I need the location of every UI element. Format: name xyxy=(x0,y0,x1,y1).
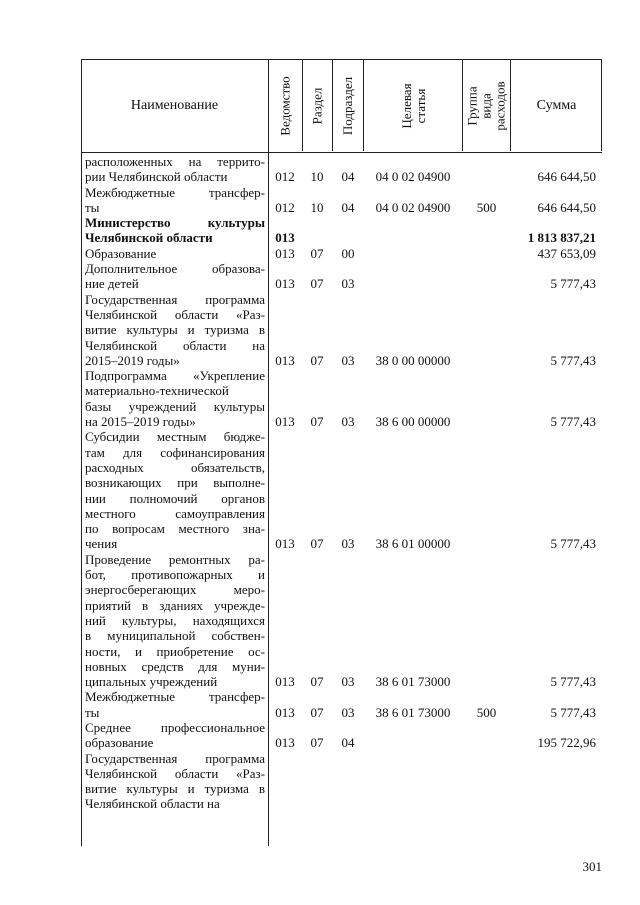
row-name-line: Министерство культуры xyxy=(85,215,265,231)
cell-ved: 013 xyxy=(275,352,295,368)
header-gruppa: Группа вида расходов xyxy=(465,81,508,131)
cell-cel: 38 6 01 73000 xyxy=(375,704,451,720)
grid-line xyxy=(462,59,463,151)
row-name-line: Проведение ремонтных ра- xyxy=(85,551,265,567)
cell-raz: 07 xyxy=(310,536,324,552)
cell-ved: 012 xyxy=(275,199,295,215)
cell-cel: 38 0 00 00000 xyxy=(375,352,451,368)
row-name-line: энергосберегающих меро- xyxy=(85,582,265,598)
row-name-line: местного самоуправления xyxy=(85,505,265,521)
cell-ved: 013 xyxy=(275,245,295,261)
cell-ved: 013 xyxy=(275,704,295,720)
cell-sum: 5 777,43 xyxy=(550,414,596,430)
table-row xyxy=(81,552,602,690)
row-name-line: Подпрограмма «Укрепление xyxy=(85,368,265,384)
row-name xyxy=(81,368,265,429)
cell-sum: 646 644,50 xyxy=(537,199,596,215)
row-name xyxy=(81,292,265,368)
cell-raz: 10 xyxy=(310,169,324,185)
cell-pod: 04 xyxy=(341,169,355,185)
grid-line xyxy=(601,59,602,151)
header-razdel: Раздел xyxy=(309,87,325,125)
row-name-line: ципальных учреждений xyxy=(85,674,218,690)
cell-pod: 03 xyxy=(341,276,355,292)
row-name-line: нии полномочий органов xyxy=(85,490,265,506)
row-name-line: расположенных на террито- xyxy=(85,154,265,169)
table-row xyxy=(81,751,602,812)
row-name-line: по вопросам местного зна- xyxy=(85,521,265,537)
cell-sum: 646 644,50 xyxy=(537,169,596,185)
row-name xyxy=(81,154,265,185)
cell-sum: 5 777,43 xyxy=(550,276,596,292)
row-name-line: на 2015–2019 годы» xyxy=(85,414,196,430)
cell-ved: 013 xyxy=(275,230,295,246)
row-name-line: материально-технической xyxy=(85,383,229,399)
row-name-line: ние детей xyxy=(85,276,139,292)
table-row xyxy=(81,292,602,368)
table-row xyxy=(81,720,602,751)
cell-raz: 07 xyxy=(310,352,324,368)
header-summa: Сумма xyxy=(536,98,577,113)
cell-ved: 013 xyxy=(275,735,295,751)
table-row xyxy=(81,246,602,261)
cell-raz: 07 xyxy=(310,276,324,292)
table-row xyxy=(81,689,602,720)
table-row xyxy=(81,185,602,216)
cell-raz: 07 xyxy=(310,414,324,430)
row-name xyxy=(81,689,265,720)
row-name-line: ний культуры, находящихся xyxy=(85,612,265,628)
row-name-line: Челябинской области на xyxy=(85,796,220,812)
row-name-line: Межбюджетные трансфер- xyxy=(85,689,265,705)
table-row xyxy=(81,261,602,292)
cell-cel: 38 6 01 00000 xyxy=(375,536,451,552)
row-name-line: Субсидии местным бюдже- xyxy=(85,429,265,445)
cell-cel: 38 6 01 73000 xyxy=(375,674,451,690)
cell-raz: 07 xyxy=(310,245,324,261)
row-name-line: новных средств для муни- xyxy=(85,658,265,674)
cell-grp: 500 xyxy=(476,199,497,215)
row-name-line: Челябинской области «Раз- xyxy=(85,306,265,322)
row-name-line: бот, противопожарных и xyxy=(85,567,265,583)
cell-sum: 5 777,43 xyxy=(550,536,596,552)
grid-line xyxy=(332,59,333,151)
row-name xyxy=(81,261,265,292)
cell-raz: 07 xyxy=(310,735,324,751)
cell-cel: 04 0 02 04900 xyxy=(375,199,451,215)
row-name-line: там для софинансирования xyxy=(85,444,265,460)
cell-ved: 013 xyxy=(275,414,295,430)
cell-pod: 03 xyxy=(341,536,355,552)
cell-pod: 00 xyxy=(341,245,355,261)
row-name-line: ты xyxy=(85,199,100,215)
cell-ved: 012 xyxy=(275,169,295,185)
cell-cel: 04 0 02 04900 xyxy=(375,169,451,185)
row-name-line: рии Челябинской области xyxy=(85,169,228,185)
row-name-line: расходных обязательств, xyxy=(85,459,265,475)
row-name-line: витие культуры и туризма в xyxy=(85,781,265,797)
header-name: Наименование xyxy=(130,98,219,113)
row-name xyxy=(81,720,265,751)
grid-line xyxy=(363,59,364,151)
budget-table xyxy=(81,59,602,846)
table-header xyxy=(81,59,602,153)
header-podrazdel: Подраздел xyxy=(340,76,356,136)
cell-cel: 38 6 00 00000 xyxy=(375,414,451,430)
row-name xyxy=(81,185,265,216)
table-row xyxy=(81,154,602,185)
grid-line xyxy=(302,59,303,151)
cell-raz: 07 xyxy=(310,674,324,690)
row-name-line: возникающих при выполне- xyxy=(85,475,265,491)
row-name-line: Челябинской области xyxy=(85,230,213,246)
cell-pod: 03 xyxy=(341,674,355,690)
cell-raz: 07 xyxy=(310,704,324,720)
table-body xyxy=(81,154,602,812)
header-ved: Ведомство xyxy=(277,76,293,136)
row-name-line: витие культуры и туризма в xyxy=(85,322,265,338)
cell-sum: 195 722,96 xyxy=(537,735,596,751)
row-name-line: ты xyxy=(85,704,100,720)
row-name-line: Государственная программа xyxy=(85,291,265,307)
cell-pod: 03 xyxy=(341,704,355,720)
row-name-line: Государственная программа xyxy=(85,750,265,766)
row-name-line: Челябинской области на xyxy=(85,337,265,353)
row-name-line: базы учреждений культуры xyxy=(85,398,265,414)
cell-ved: 013 xyxy=(275,674,295,690)
table-row xyxy=(81,368,602,429)
cell-sum: 5 777,43 xyxy=(550,674,596,690)
cell-pod: 03 xyxy=(341,414,355,430)
row-name xyxy=(81,215,265,246)
cell-sum: 5 777,43 xyxy=(550,704,596,720)
cell-ved: 013 xyxy=(275,536,295,552)
cell-sum: 437 653,09 xyxy=(537,245,596,261)
header-celevaya: Целевая статья xyxy=(398,83,428,129)
page-number: 301 xyxy=(582,859,602,874)
row-name-line: образование xyxy=(85,735,154,751)
row-name xyxy=(81,751,265,812)
row-name-line: в муниципальной собствен- xyxy=(85,628,265,644)
row-name-line: приятий в зданиях учрежде- xyxy=(85,597,265,613)
row-name-line: Челябинской области «Раз- xyxy=(85,765,265,781)
table-row xyxy=(81,429,602,551)
row-name-line: Среднее профессиональное xyxy=(85,719,265,735)
cell-sum: 1 813 837,21 xyxy=(527,230,596,246)
row-name xyxy=(81,429,265,551)
cell-pod: 03 xyxy=(341,352,355,368)
row-name-line: чения xyxy=(85,536,118,552)
cell-grp: 500 xyxy=(476,704,497,720)
row-name xyxy=(81,246,265,261)
cell-pod: 04 xyxy=(341,199,355,215)
row-name-line: Образование xyxy=(85,245,157,261)
grid-line xyxy=(510,59,511,151)
cell-pod: 04 xyxy=(341,735,355,751)
row-name-line: 2015–2019 годы» xyxy=(85,352,180,368)
table-row xyxy=(81,215,602,246)
cell-raz: 10 xyxy=(310,199,324,215)
row-name xyxy=(81,552,265,690)
row-name-line: Дополнительное образова- xyxy=(85,261,265,277)
cell-sum: 5 777,43 xyxy=(550,352,596,368)
row-name-line: ности, и приобретение ос- xyxy=(85,643,265,659)
cell-ved: 013 xyxy=(275,276,295,292)
row-name-line: Межбюджетные трансфер- xyxy=(85,184,265,200)
